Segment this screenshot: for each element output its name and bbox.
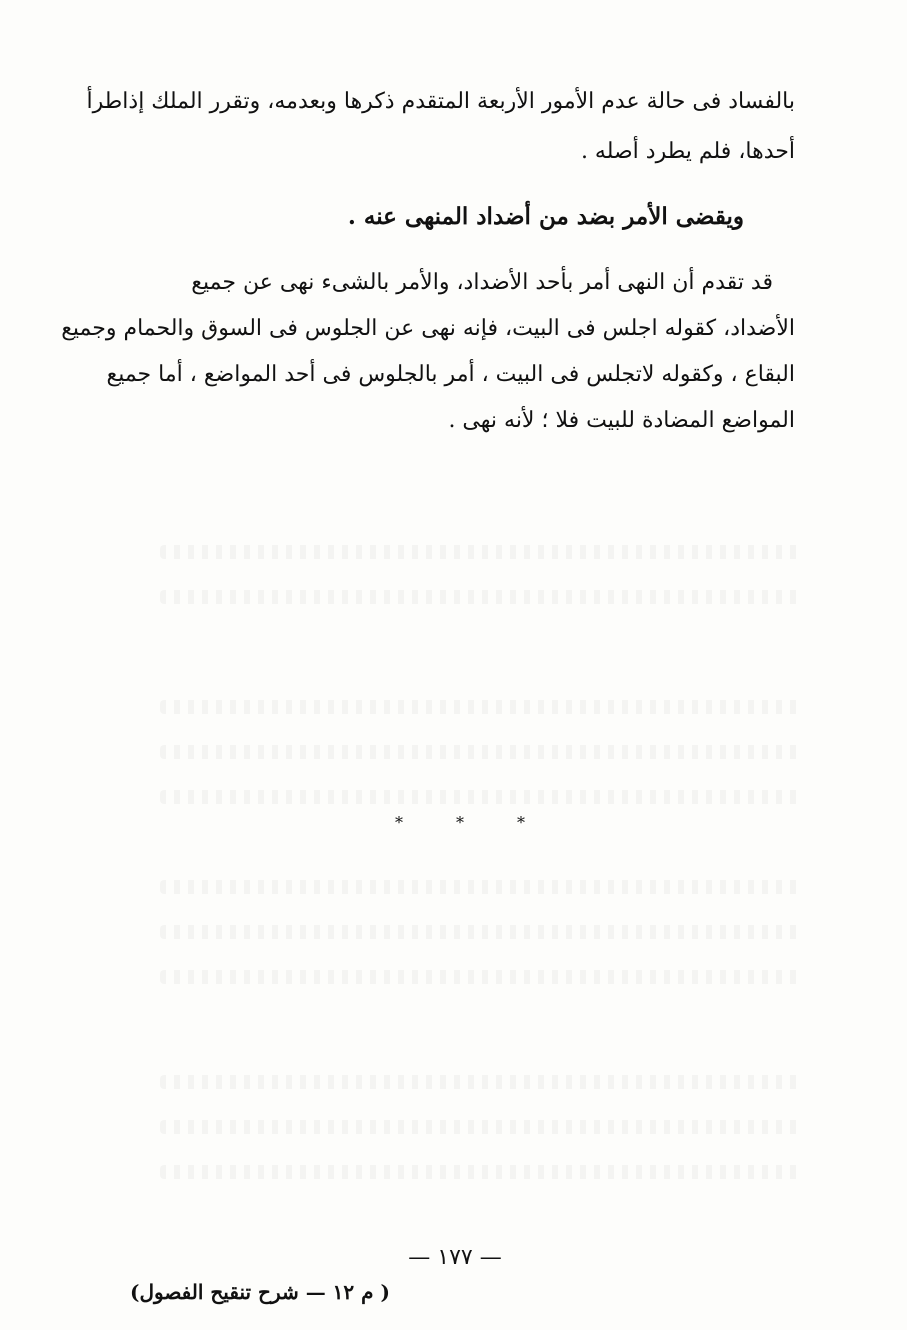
show-through-line	[160, 1075, 800, 1089]
asterisk-icon: *	[517, 813, 525, 832]
section-heading: ويقضى الأمر بضد من أضداد المنهى عنه .	[347, 203, 744, 230]
text-line: بالفساد فى حالة عدم الأمور الأربعة المتقدم ذكرها وبعدمه، وتقرر الملك إذاطرأ	[86, 89, 795, 114]
paragraph-continued	[86, 82, 795, 182]
show-through-line	[160, 545, 800, 559]
paragraph-commentary	[61, 263, 795, 447]
show-through-line	[160, 1120, 800, 1134]
section-ornament	[395, 813, 525, 832]
printer-signature: ( م ١٢ — شرح تنقيح الفصول)	[130, 1280, 390, 1304]
asterisk-icon: *	[456, 813, 464, 832]
show-through-line	[160, 880, 800, 894]
text-line: المواضع المضادة للبيت فلا ؛ لأنه نهى .	[448, 408, 795, 433]
text-line: البقاع ، وكقوله لاتجلس فى البيت ، أمر بالجلوس فى أحد المواضع ، أما جميع	[106, 362, 795, 387]
show-through-line	[160, 790, 800, 804]
text-line: قد تقدم أن النهى أمر بأحد الأضداد، والأمر بالشىء نهى عن جميع	[191, 270, 773, 295]
show-through-line	[160, 925, 800, 939]
asterisk-icon: *	[395, 813, 403, 832]
page-number: — ١٧٧ —	[408, 1245, 502, 1270]
show-through-line	[160, 590, 800, 604]
show-through-line	[160, 700, 800, 714]
show-through-line	[160, 745, 800, 759]
text-line: الأضداد، كقوله اجلس فى البيت، فإنه نهى عن الجلوس فى السوق والحمام وجميع	[61, 316, 795, 341]
show-through-line	[160, 1165, 800, 1179]
show-through-line	[160, 970, 800, 984]
text-line: أحدها، فلم يطرد أصله .	[580, 139, 795, 164]
